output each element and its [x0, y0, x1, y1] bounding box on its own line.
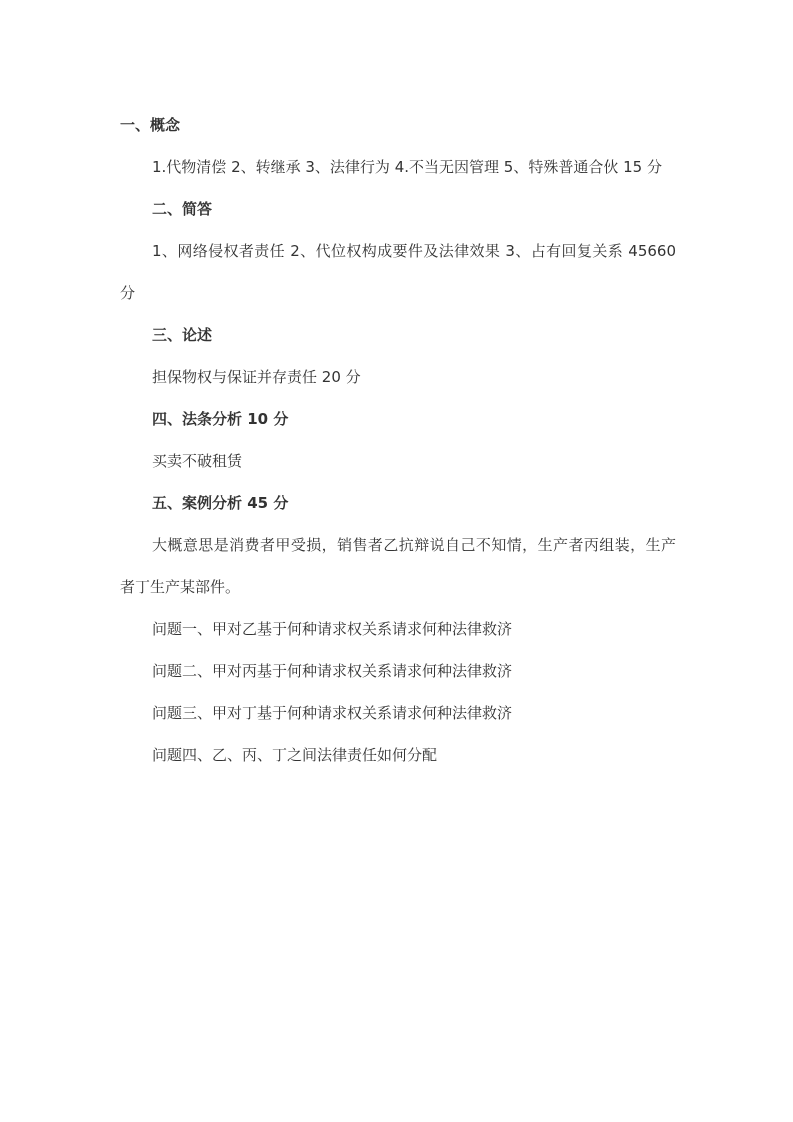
case-question-2: 问题二、甲对丙基于何种请求权关系请求何种法律救济: [152, 662, 513, 680]
section-body-concepts: 1.代物清偿 2、转继承 3、法律行为 4.不当无因管理 5、特殊普通合伙 15 分: [152, 158, 662, 176]
section-heading-concepts: 一、概念: [120, 116, 181, 134]
section-heading-short-answer: 二、简答: [152, 200, 213, 218]
section-body-case-analysis: 大概意思是消费者甲受损，销售者乙抗辩说自己不知情，生产者丙组装，生产者丁生产某部件。: [120, 536, 676, 596]
case-question-3: 问题三、甲对丁基于何种请求权关系请求何种法律救济: [152, 704, 513, 722]
case-question-4: 问题四、乙、丙、丁之间法律责任如何分配: [152, 746, 438, 764]
section-body-statute-analysis: 买卖不破租赁: [152, 452, 243, 470]
section-body-short-answer: 1、网络侵权者责任 2、代位权构成要件及法律效果 3、占有回复关系 45660 分: [120, 242, 676, 302]
document-page: [120, 104, 676, 776]
section-heading-statute-analysis: 四、法条分析 10 分: [152, 410, 289, 428]
case-question-1: 问题一、甲对乙基于何种请求权关系请求何种法律救济: [152, 620, 513, 638]
section-body-essay: 担保物权与保证并存责任 20 分: [152, 368, 361, 386]
section-heading-case-analysis: 五、案例分析 45 分: [152, 494, 289, 512]
section-heading-essay: 三、论述: [152, 326, 213, 344]
